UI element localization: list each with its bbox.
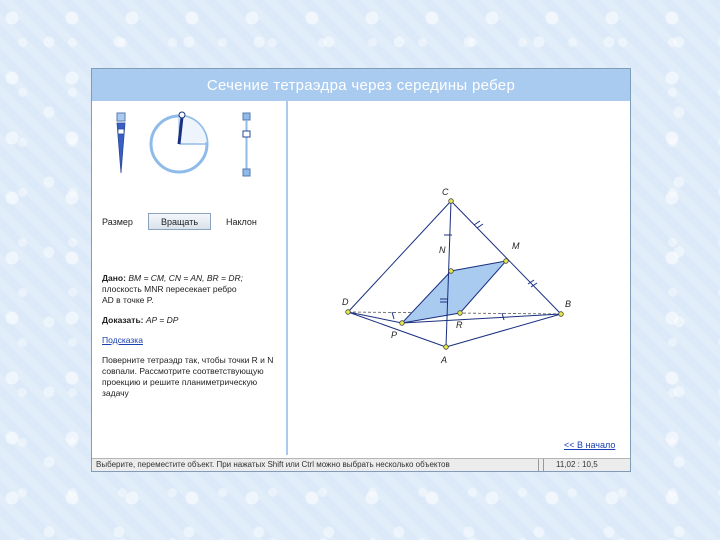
- point-P: [400, 321, 405, 326]
- point-D: [346, 310, 351, 315]
- label-N: N: [439, 245, 446, 255]
- point-R: [458, 311, 463, 316]
- given-text-3: AD в точке P.: [102, 295, 154, 305]
- point-A: [444, 345, 449, 350]
- label-D: D: [342, 297, 349, 307]
- size-label: Размер: [102, 217, 133, 227]
- control-panel: [92, 101, 288, 455]
- back-link[interactable]: << В начало: [564, 440, 616, 450]
- prove-label: Доказать:: [102, 315, 144, 325]
- status-coords: 11,02 : 10,5: [556, 460, 598, 469]
- prove-paragraph: [102, 315, 284, 326]
- label-M: M: [512, 241, 520, 251]
- label-C: C: [442, 187, 449, 197]
- label-B: B: [565, 299, 572, 309]
- point-M: [504, 259, 509, 264]
- app-window: [91, 68, 631, 472]
- tilt-label: Наклон: [226, 217, 257, 227]
- tilt-slider[interactable]: [243, 113, 250, 176]
- prove-text: AP = DP: [145, 315, 179, 325]
- window-title: Сечение тетраэдра через середины ребер: [92, 69, 630, 101]
- instruction-text: Поверните тетраэдр так, чтобы точки R и N совпали. Рассмотрите соответствующую проекцию и решите планиметрическую задачу: [102, 355, 274, 398]
- label-A: A: [441, 355, 448, 365]
- given-paragraph: [102, 273, 284, 306]
- given-label: Дано:: [102, 273, 126, 283]
- rotate-dial[interactable]: [151, 112, 207, 172]
- label-P: P: [391, 330, 398, 340]
- problem-text: [102, 273, 284, 408]
- given-text-2: плоскость MNR пересекает ребро: [102, 284, 237, 294]
- hint-link[interactable]: Подсказка: [102, 335, 143, 345]
- given-text-1: BM = CM, CN = AN, BR = DR;: [128, 273, 244, 283]
- point-C: [449, 199, 454, 204]
- size-slider[interactable]: [117, 113, 125, 173]
- label-R: R: [456, 320, 463, 330]
- rotate-button[interactable]: Вращать: [148, 213, 211, 230]
- status-message: Выберите, переместите объект. При нажатых Shift или Ctrl можно выбрать несколько объектов: [96, 460, 450, 469]
- status-bar: [92, 458, 630, 471]
- status-separator: [538, 459, 544, 471]
- tetrahedron-diagram: [290, 101, 630, 455]
- point-N: [449, 269, 454, 274]
- point-B: [559, 312, 564, 317]
